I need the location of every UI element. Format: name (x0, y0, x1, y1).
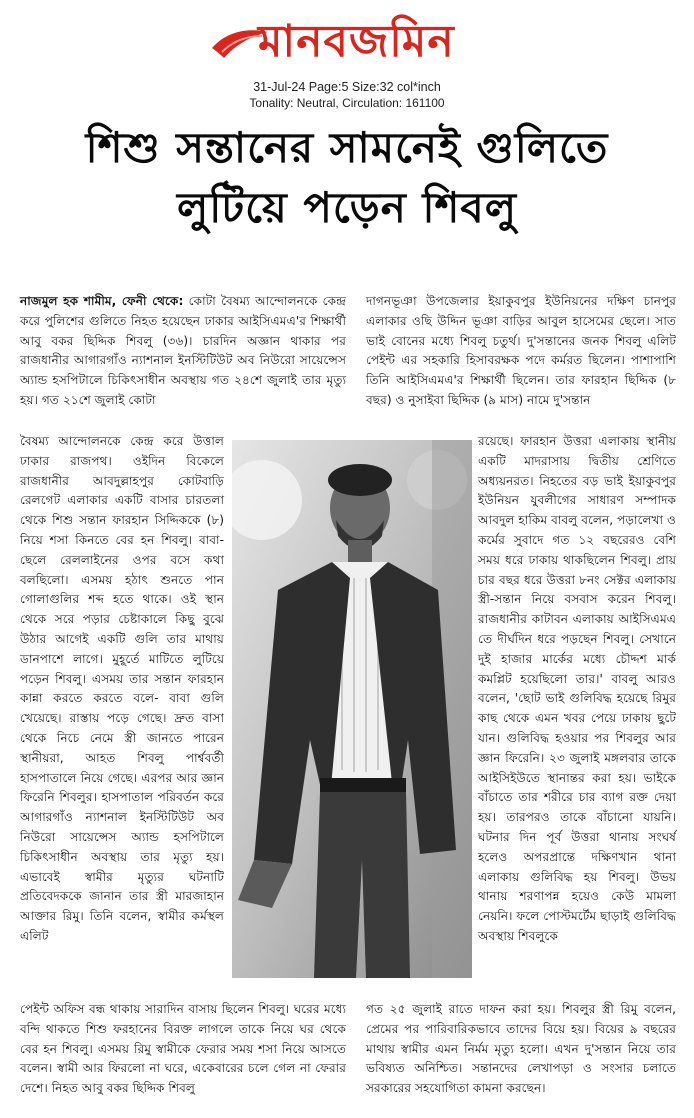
article-text-bottom-left: পেইন্ট অফিস বন্ধ থাকায় সারাদিন বাসায় ছিলেন শিবলু। ঘরের মধ্যে বন্দি থাকতে শিশু ফরহানের বিরক্ত লাগলে তাকে নিয়ে ঘর থেকে বের হন শিবলু। এসময় রিমু স্বামীকে ফেরার সময় শসা নিয়ে আসতে বলেন। স্বামী আর ফিরলো না ঘরে, একেবারের চলে গেল না ফেরার দেশে। নিহত আবু বকর ছিদ্দিক শিবলু (20, 1002, 346, 1096)
article-text-left-top: কোটা বৈষম্য আন্দোলনকে কেন্দ্র করে পুলিশের গুলিতে নিহত হয়েছেন ঢাকার আইসিএমএ'র শিক্ষার্থী আবু বকর ছিদ্দিক শিবলু (৩৬)। চারদিন অজ্ঞান থাকার পর রাজধানীর আগারগাঁও ন্যাশনাল ইনস্টিটিউট অব নিউরো সায়েন্সেস অ্যান্ড হসপিটালে চিকিৎসাধীন অবস্থায় গত ২৪শে জুলাই তার মৃত্যু হয়। গত ২১শে জুলাই কোটা (20, 294, 346, 407)
article-column-left (20, 432, 224, 947)
masthead (0, 8, 694, 74)
article-text-right-top: দাগনভূঞা উপজেলার ইয়াকুবপুর ইউনিয়নের দক্ষিণ চানপুর এলাকার ওছি উদ্দিন ভূঞা বাড়ির আবুল হাসেমের ছেলে। সাত ভাই বোনের মধ্যে শিবলু চতুর্থ। দু'সন্তানের জনক শিবলু এলিট পেইন্ট এর সহকারি হিসাবরক্ষক পদে কর্মরত ছিলেন। পাশাপাশি তিনি আইসিএমএ'র শিক্ষার্থী ছিলেন। তার ফারহান ছিদ্দিক (৮ বছর) ও নুসাইবা ছিদ্দিক (৯ মাস) নামে দু'সন্তান (366, 294, 676, 407)
article-text-bottom-right: গত ২৫ জুলাই রাতে দাফন করা হয়। শিবলুর স্ত্রী রিমু বলেন, প্রেমের পর পারিবারিকভাবে তাদের বিয়ে হয়। বিয়ের ৯ বছরের মাথায় স্বামীর এমন নির্মম মৃত্যু হলো। এখন দু'সন্তান নিয়ে তার ভবিষ্যত অনিশ্চিত। সন্তানদের লেখাপড়া ও সংসার চলাতে সরকারের সহযোগিতা কামনা করছেন। (366, 1002, 676, 1096)
article-column-left-top (20, 292, 346, 411)
portrait-image (232, 440, 472, 978)
article-column-right (478, 432, 676, 947)
newspaper-logo: মানবজমিন (258, 16, 455, 67)
clip-info-line-1: 31-Jul-24 Page:5 Size:32 col*inch (253, 80, 441, 94)
article-text-left: বৈষম্য আন্দোলনকে কেন্দ্র করে উত্তাল ঢাকার রাজপথ। ওইদিন বিকেলে রাজধানীর আবদুল্লাহপুর কোটবাড়ি রেলগেট এলাকার একটি বাসার চারতলা থেকে শিশু সন্তান ফারহান সিদ্দিককে (৮) নিয়ে শসা কিনতে বের হন শিবলু। বাবা-ছেলে রেললাইনের ওপর বসে কথা বলছিলো। এসময় হঠাৎ শুনতে পান গোলাগুলির শব্দ হতে থাকে। ওই স্থান থেকে সরে পড়ার চেষ্টাকালে কিছু বুঝে উঠার আগেই একটি গুলি তার মাথায় ডানপাশে লাগে। মুহূর্তে মাটিতে লুটিয়ে পড়েন শিবলু। এসময় তার সন্তান ফারহান কান্না করতে করতে বলে- বাবা গুলি খেয়েছে। রাস্তায় পড়ে গেছে। দ্রুত বাসা থেকে নিচে নেমে স্ত্রী জানতে পারেন স্থানীয়রা, আহত শিবলু পার্শ্ববর্তী হাসপাতালে নিয়ে গেছে। এরপর আর জ্ঞান ফিরেনি শিবলুর। হাসপাতাল পরিবর্তন করে আগারগাঁও ন্যাশনাল ইনস্টিটিউট অব নিউরো সায়েন্সেস অ্যান্ড হসপিটালে চিকিৎসাধীন অবস্থায় তার মৃত্যু হয়। এভাবেই স্বামীর মৃত্যুর ঘটনাটি প্রতিবেদককে জানান তার স্ত্রী মারজাহান আক্তার রিমু। তিনি বলেন, স্বামীর কর্মস্থল এলিট (20, 434, 224, 943)
headline-line-1: শিশু সন্তানের সামনেই গুলিতে (85, 123, 609, 172)
article-headline (10, 118, 684, 238)
article-column-bottom-left (20, 1000, 346, 1099)
article-column-bottom-right (366, 1000, 676, 1099)
article-text-right: রয়েছে। ফারহান উত্তরা এলাকায় স্থানীয় একটি মাদরাসায় দ্বিতীয় শ্রেণিতে অধ্যয়নরত। নিহতের বড় ভাই ইয়াকুবপুর ইউনিয়ন যুবলীগের সাধারণ সম্পাদক আবদুল হাকিম বাবলু বলেন, পড়ালেখা ও কর্মের সুবাদে গত ১২ বছরেরও বেশি সময় ধরে ঢাকায় থাকছিলেন শিবলু। প্রায় চার বছর ধরে উত্তরা ৮নং সেক্টর এলাকায় স্ত্রী-সন্তান নিয়ে বসবাস করেন শিবলু। রাজধানীর কাটাবন এলাকায় আইসিএমএ তে দীর্ঘদিন ধরে পড়ছেন শিবলু। সেখানে দুই হাজার মার্কের মধ্যে চৌদ্দশ মার্ক কমপ্লিট হয়েছিলো তার।' বাবলু আরও বলেন, 'ছোট ভাই গুলিবিদ্ধ হয়েছে রিমুর কাছ থেকে এমন খবর পেয়ে ঢাকায় ছুটে যান। গুলিবিদ্ধ হওয়ার পর শিবলুর আর জ্ঞান ফিরেনি। ২৩ জুলাই মঙ্গলবার তাকে আইসিইউতে স্থানান্তর করা হয়। ভাইকে বাঁচাতে তার শরীরে চার ব্যাগ রক্ত দেয়া হয়। তারপরও তাকে বাঁচানো যায়নি। ঘটনার দিন পূর্ব উত্তরা থানায় সংঘর্ষ হলেও অপরপ্রান্তে দক্ষিণখান থানা এলাকায় গুলিবিদ্ধ হয় শিবলু। উভয় থানায় শরণাপন্ন হয়েও কেউ মামলা নেয়নি। ফলে পোস্টমর্টেম ছাড়াই গুলিবিদ্ধ অবস্থায় শিবলুকে (478, 434, 676, 943)
byline: নাজমুল হক শামীম, ফেনী থেকে: (20, 294, 184, 308)
clip-info-line-2: Tonality: Neutral, Circulation: 161100 (249, 96, 445, 110)
article-photo (232, 440, 472, 978)
headline-line-2: লুটিয়ে পড়েন শিবলু (176, 183, 518, 232)
article-column-right-top (366, 292, 676, 411)
